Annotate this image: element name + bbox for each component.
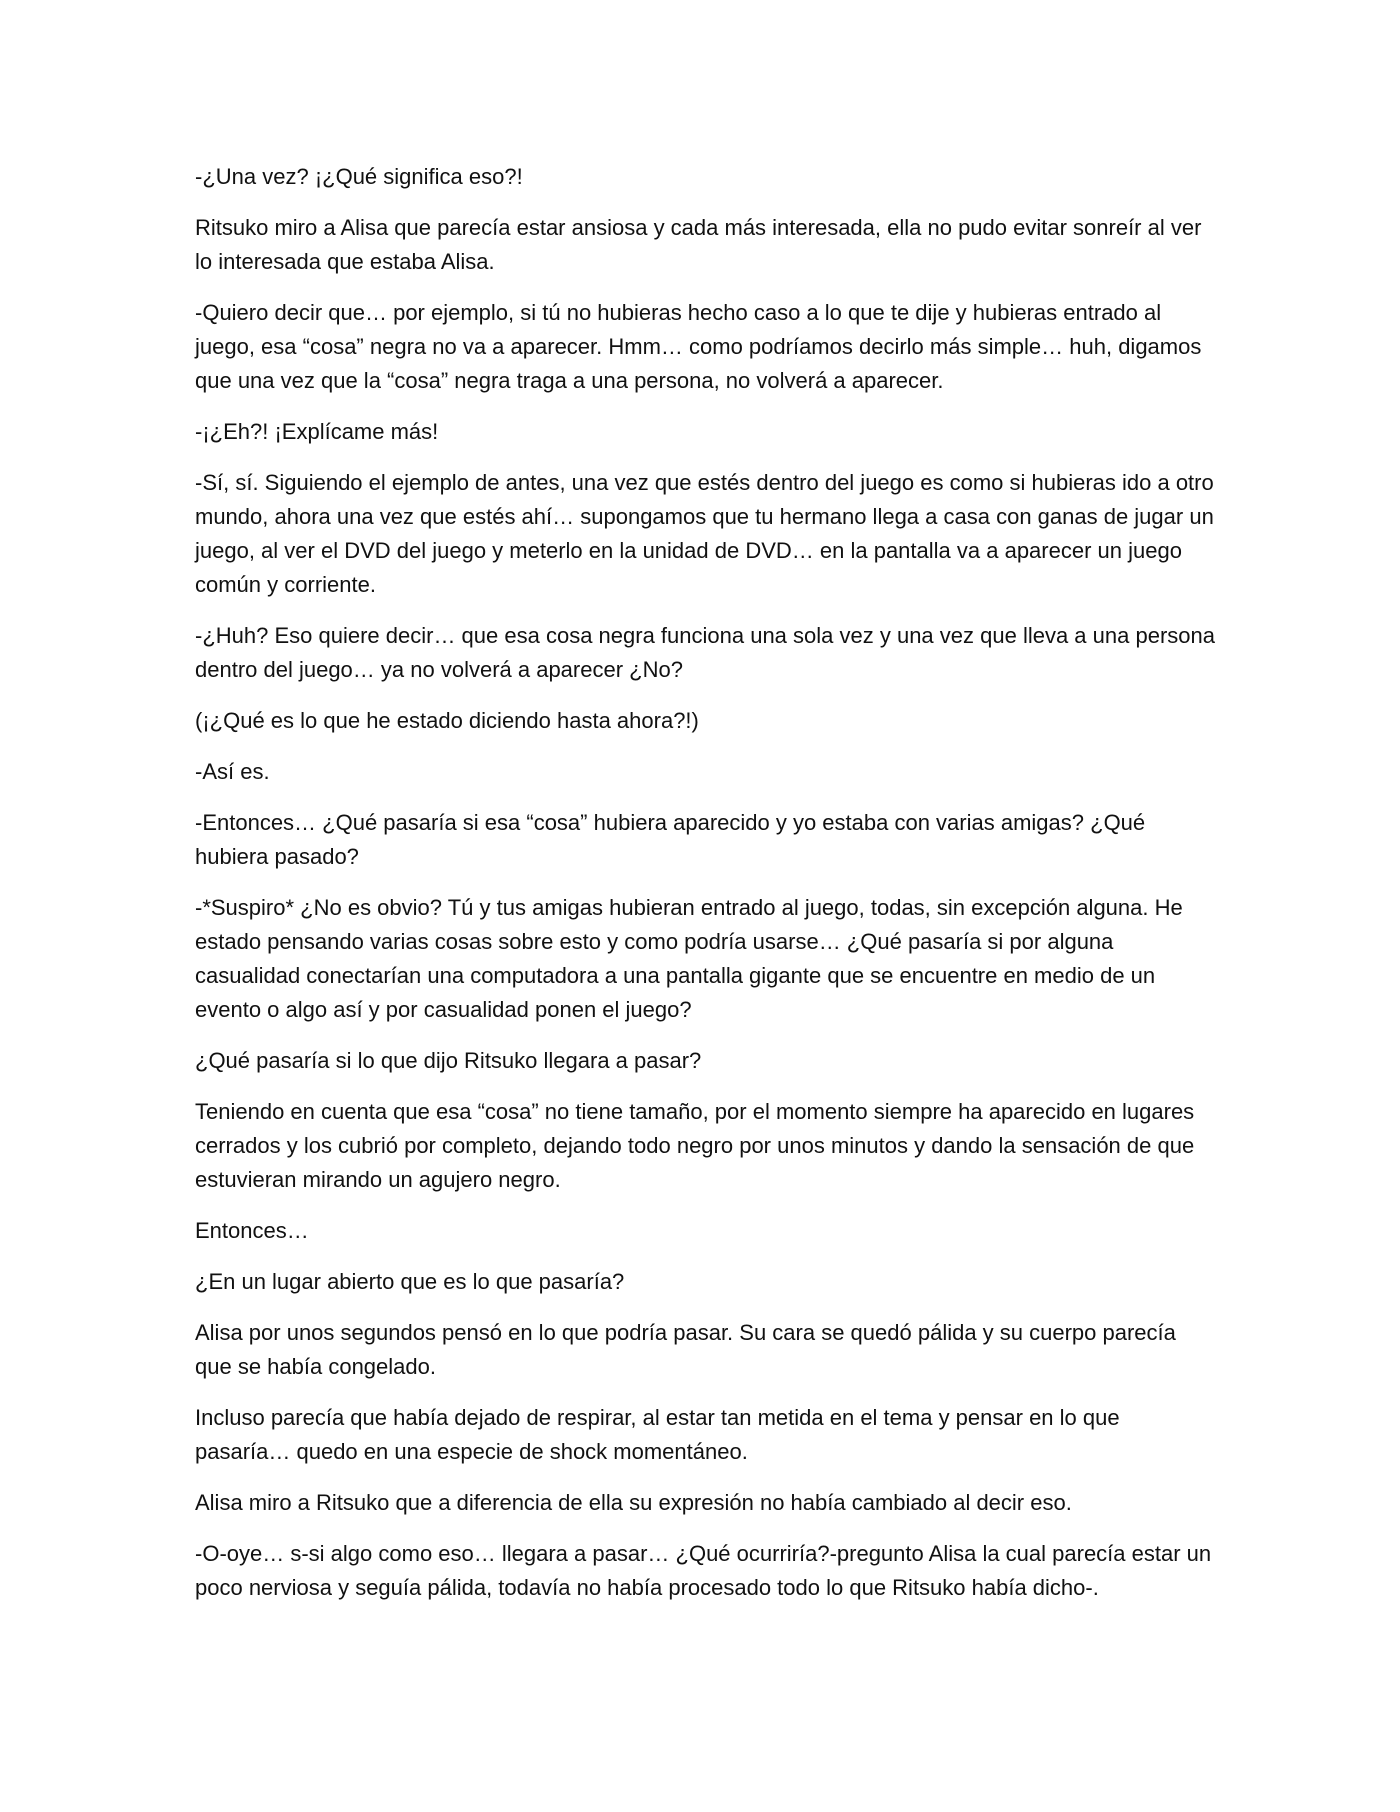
paragraph: ¿Qué pasaría si lo que dijo Ritsuko llegara a pasar?	[195, 1048, 702, 1073]
paragraph: -¡¿Eh?! ¡Explícame más!	[195, 419, 439, 444]
paragraph: Entonces…	[195, 1218, 309, 1243]
paragraph: -*Suspiro* ¿No es obvio? Tú y tus amigas hubieran entrado al juego, todas, sin excepción alguna. He estado pensando varias cosas sobre esto y como podría usarse… ¿Qué pasaría si por alguna casualidad conectarían una computadora a una pantalla gigante que se encuentre en medio de un evento o algo así y por casualidad ponen el juego?	[195, 895, 1183, 1022]
paragraph: -Entonces… ¿Qué pasaría si esa “cosa” hubiera aparecido y yo estaba con varias amigas? ¿Qué hubiera pasado?	[195, 810, 1146, 869]
paragraph: -Sí, sí. Siguiendo el ejemplo de antes, una vez que estés dentro del juego es como si hubieras ido a otro mundo, ahora una vez que estés ahí… supongamos que tu hermano llega a casa con ganas de jugar un juego, al ver el DVD del juego y meterlo en la unidad de DVD… en la pantalla va a aparecer un juego común y corriente.	[195, 470, 1214, 597]
paragraph: Ritsuko miro a Alisa que parecía estar ansiosa y cada más interesada, ella no pudo evitar sonreír al ver lo interesada que estaba Alisa.	[195, 215, 1202, 274]
paragraph: -¿Una vez? ¡¿Qué significa eso?!	[195, 164, 523, 189]
paragraph: Teniendo en cuenta que esa “cosa” no tiene tamaño, por el momento siempre ha aparecido en lugares cerrados y los cubrió por completo, dejando todo negro por unos minutos y dando la sensación de que estuvieran mirando un agujero negro.	[195, 1099, 1195, 1192]
paragraph: -Así es.	[195, 759, 270, 784]
paragraph: -¿Huh? Eso quiere decir… que esa cosa negra funciona una sola vez y una vez que lleva a una persona dentro del juego… ya no volverá a aparecer ¿No?	[195, 623, 1215, 682]
paragraph: Incluso parecía que había dejado de respirar, al estar tan metida en el tema y pensar en lo que pasaría… quedo en una especie de shock momentáneo.	[195, 1405, 1120, 1464]
paragraph: ¿En un lugar abierto que es lo que pasaría?	[195, 1269, 625, 1294]
paragraph: -O-oye… s-si algo como eso… llegara a pasar… ¿Qué ocurriría?-pregunto Alisa la cual parecía estar un poco nerviosa y seguía pálida, todavía no había procesado todo lo que Ritsuko había dicho-.	[195, 1541, 1212, 1600]
paragraph: -Quiero decir que… por ejemplo, si tú no hubieras hecho caso a lo que te dije y hubieras entrado al juego, esa “cosa” negra no va a aparecer. Hmm… como podríamos decirlo más simple… huh, digamos que una vez que la “cosa” negra traga a una persona, no volverá a aparecer.	[195, 300, 1202, 393]
document-body	[195, 160, 1215, 1622]
paragraph: Alisa miro a Ritsuko que a diferencia de ella su expresión no había cambiado al decir eso.	[195, 1490, 1072, 1515]
paragraph: (¡¿Qué es lo que he estado diciendo hasta ahora?!)	[195, 708, 699, 733]
paragraph: Alisa por unos segundos pensó en lo que podría pasar. Su cara se quedó pálida y su cuerpo parecía que se había congelado.	[195, 1320, 1176, 1379]
